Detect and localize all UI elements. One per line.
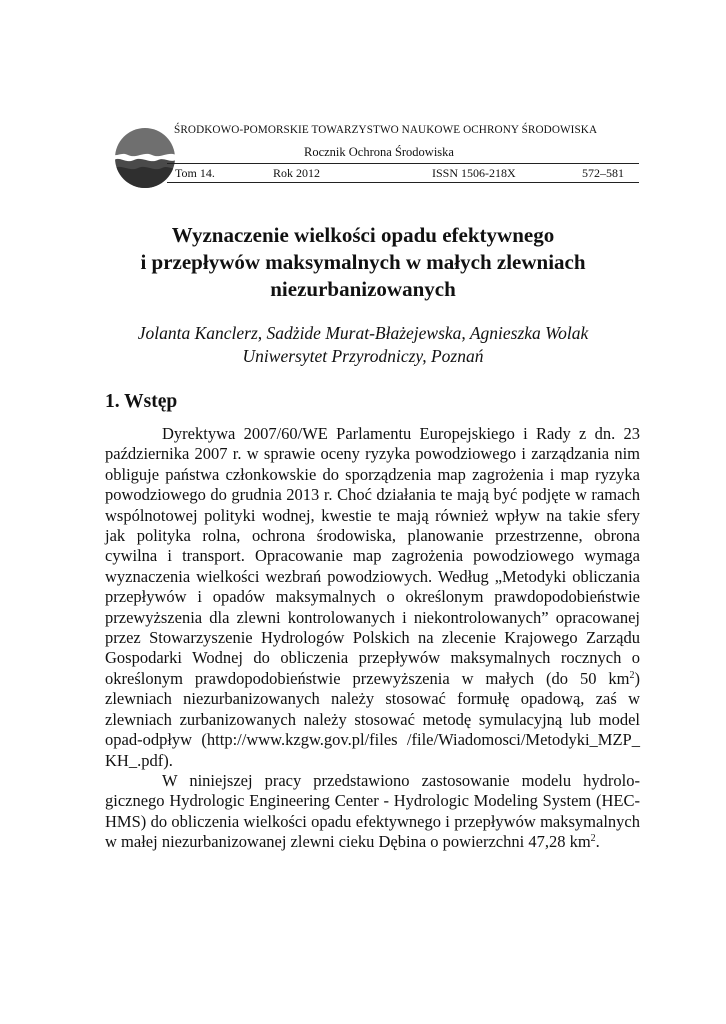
title-line-1: Wyznaczenie wielkości opadu efektywnego — [171, 223, 555, 247]
issn: ISSN 1506-218X — [432, 166, 516, 180]
journal-name: Rocznik Ochrona Środowiska — [304, 145, 454, 159]
authors: Jolanta Kanclerz, Sadżide Murat-Błażejewska, Agnieszka Wolak — [137, 323, 589, 343]
paragraph-2-text-a: W niniejszej pracy przedstawiono zastosowanie modelu hydrologicznego Hydrologic Engineering Center - Hydrologic Modeling System (HEC-HMS) do obliczenia wielkości opadu efektywnego i przepływów maksymalnych w małej niezurbanizowanej zlewni cieku Dębina o powierzchni 47,28 km — [105, 770, 640, 852]
author-block — [90, 322, 636, 368]
society-name: ŚRODKOWO-POMORSKIE TOWARZYSTWO NAUKOWE OCHRONY ŚRODOWISKA — [174, 124, 598, 136]
paragraph-1-text-b: ) zlewniach niezurbanizowanych należy stosować formułę opadową, zaś w zlewniach zurbanizowanych należy stosować metodę symulacyjną lub model opad-odpływ (http://www.kzgw.gov.pl/files /file/Wiadomosci/Metodyki_MZP_ KH_.pdf). — [105, 668, 640, 770]
paragraph-2-text-b: . — [595, 832, 600, 852]
year: Rok 2012 — [273, 166, 321, 180]
title-line-3: niezurbanizowanych — [270, 277, 456, 301]
paragraph-2 — [105, 771, 640, 853]
superscript-km2-area: 2 — [590, 833, 596, 845]
paragraph-1-text-a: Dyrektywa 2007/60/WE Parlamentu Europejskiego i Rady z dn. 23 października 2007 r. w sprawie oceny ryzyka powodziowego i zarządzania nim obliguje państwa członkowskie do sporządzenia map zagrożenia i map ryzyka powodziowego do grudnia 2013 r. Choć działania te mają być podjęte w ramach wspólnotowej polityki wodnej, kwestie te mają również wpływ na takie sfery jak polityka rolna, ochrona środowiska, planowanie przestrzenne, obrona cywilna i transport. Opracowanie map zagrożenia powodziowego wymaga wyznaczenia wielkości wezbrań powodziowych. Według „Metodyki obliczania przepływów i opadów maksymalnych o określonym prawdopodobieństwie przewyższenia dla zlewni kontrolowanych i niekontrolowanych” opracowanej przez Stowarzyszenie Hydrologów Polskich na zlecenie Krajowego Zarządu Gospodarki Wodnej do obliczenia przepływów maksymalnych rocznych o określonym prawdopodobieństwie przewyższenia w małych (do 50 km — [105, 424, 640, 688]
header-rule-bottom — [167, 182, 639, 183]
title-line-2: i przepływów maksymalnych w małych zlewniach — [140, 250, 586, 274]
paper-title — [90, 222, 636, 303]
section-heading: 1. Wstęp — [105, 391, 178, 412]
header-rule-top — [167, 163, 639, 164]
society-logo-icon — [114, 127, 176, 189]
volume: Tom 14. — [175, 166, 215, 180]
affiliation: Uniwersytet Przyrodniczy, Poznań — [242, 346, 484, 366]
body-text — [105, 424, 640, 853]
superscript-km2: 2 — [629, 669, 635, 681]
page-range: 572–581 — [582, 166, 624, 180]
paragraph-1 — [105, 424, 640, 771]
